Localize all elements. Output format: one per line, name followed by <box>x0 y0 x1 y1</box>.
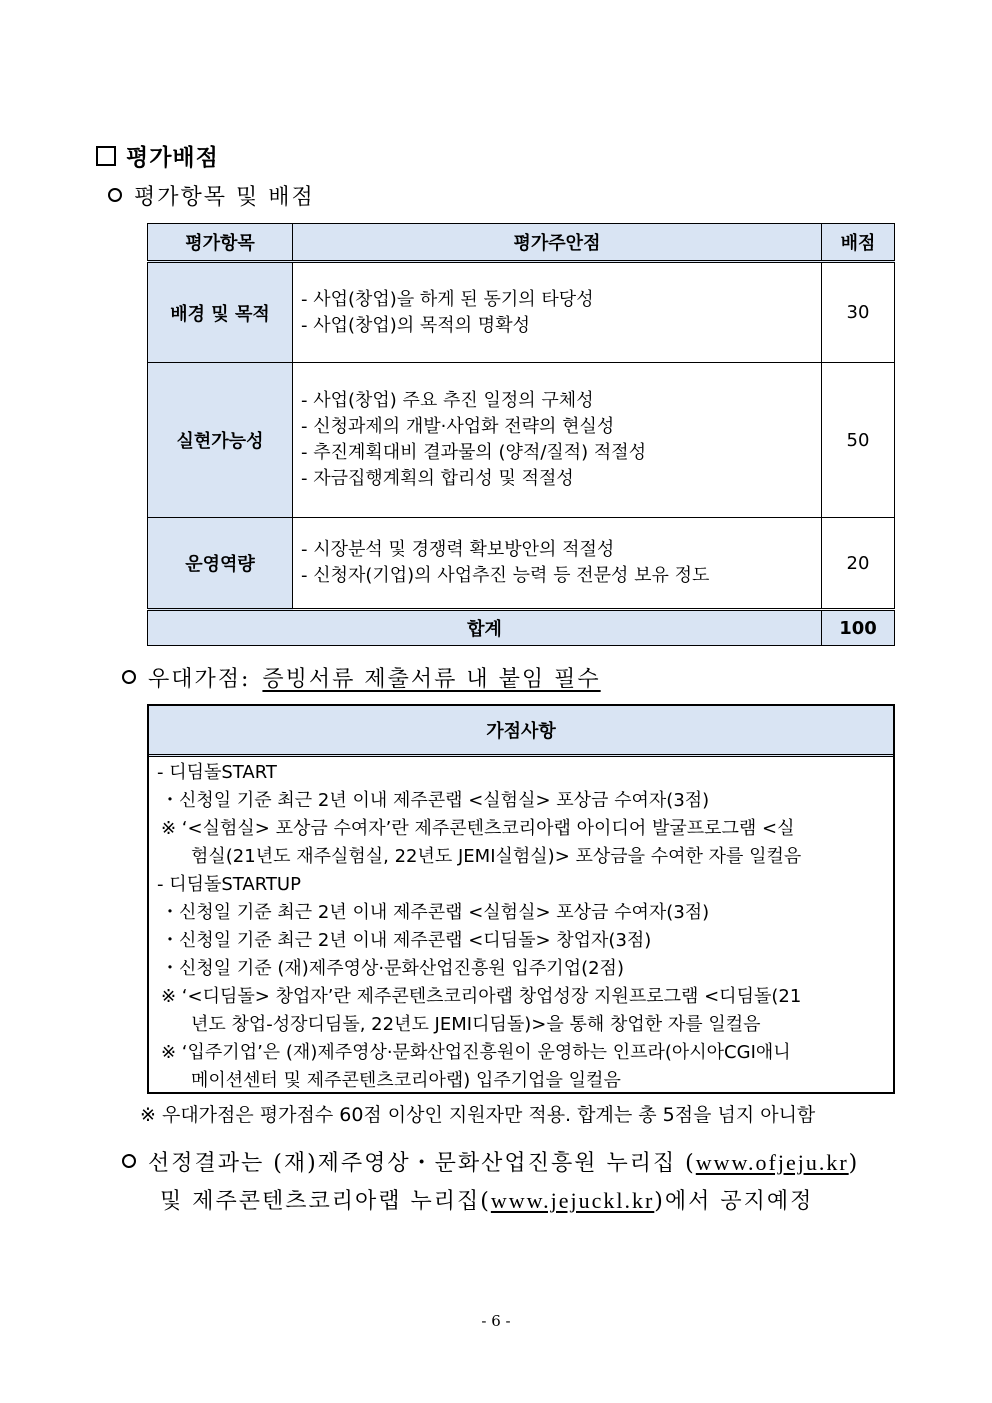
subheading-bonus <box>122 662 601 693</box>
table-row <box>148 363 895 518</box>
subheading-evaluation-text: 평가항목 및 배점 <box>134 185 315 210</box>
jejuckl-link[interactable]: www.jejuckl.kr <box>490 1188 655 1213</box>
result-notice-text2 <box>160 1184 813 1215</box>
bonus-line: 메이션센터 및 제주콘텐츠코리아랩) 입주기업을 일컬음 <box>191 1070 621 1091</box>
bonus-line: ・신청일 기준 최근 2년 이내 제주콘랩 <디딤돌> 창업자(3점) <box>161 930 652 951</box>
header-criteria: 평가주안점 <box>293 224 822 262</box>
ofjeju-link[interactable]: www.ofjeju.kr <box>695 1150 849 1175</box>
criteria-line: - 신청자(기업)의 사업추진 능력 등 전문성 보유 정도 <box>301 565 710 586</box>
result-notice-part4: )에서 공지예정 <box>654 1189 814 1214</box>
circle-bullet-icon <box>108 188 122 202</box>
criteria-line: - 사업(창업) 주요 추진 일정의 구체성 <box>301 390 594 411</box>
header-points: 배점 <box>822 224 895 262</box>
section-title-text: 평가배점 <box>126 144 219 171</box>
result-notice-line1 <box>122 1146 859 1177</box>
result-notice-part1: 선정결과는 (재)제주영상・문화산업진흥원 누리집 ( <box>148 1151 696 1176</box>
bonus-header: 가점사항 <box>149 706 893 757</box>
subheading-evaluation <box>108 180 315 211</box>
section-title <box>96 139 219 172</box>
circle-bullet-icon <box>122 670 136 684</box>
bonus-line: ※ ‘<디딤돌> 창업자’란 제주콘텐츠코리아랩 창업성장 지원프로그램 <디딤돌(21 <box>161 986 802 1007</box>
bonus-line: ※ ‘입주기업’은 (재)제주영상·문화산업진흥원이 운영하는 인프라(아시아CGI애니 <box>161 1042 791 1063</box>
bonus-line: ※ ‘<실험실> 포상금 수여자’란 제주콘텐츠코리아랩 아이디어 발굴프로그램 <실 <box>161 818 795 839</box>
header-category: 평가항목 <box>148 224 293 262</box>
bonus-line: - 디딤돌STARTUP <box>157 874 301 895</box>
points-cell: 30 <box>822 262 895 363</box>
checkbox-icon <box>96 146 116 166</box>
bonus-box <box>147 704 895 1094</box>
subheading-bonus-prefix: 우대가점: <box>148 667 251 692</box>
total-row <box>148 610 895 646</box>
table-row <box>148 262 895 363</box>
score-table-header <box>148 224 895 262</box>
result-notice-text1 <box>148 1146 859 1177</box>
bonus-line: - 디딤돌START <box>157 762 277 783</box>
category-cell: 실현가능성 <box>148 363 293 518</box>
circle-bullet-icon <box>122 1154 136 1168</box>
total-label: 합계 <box>148 610 822 646</box>
category-cell: 운영역량 <box>148 518 293 610</box>
subheading-bonus-underlined: 증빙서류 제출서류 내 붙임 필수 <box>262 667 601 692</box>
bonus-line: 년도 창업-성장디딤돌, 22년도 JEMI디딤돌)>을 통해 창업한 자를 일컬음 <box>191 1014 761 1035</box>
table-row <box>148 518 895 610</box>
bonus-line: 험실(21년도 재주실험실, 22년도 JEMI실험실)> 포상금을 수여한 자를 일컬음 <box>191 846 802 867</box>
criteria-cell <box>293 262 822 363</box>
result-notice-part2: ) <box>848 1151 860 1176</box>
bonus-line: ・신청일 기준 최근 2년 이내 제주콘랩 <실험실> 포상금 수여자(3점) <box>161 790 710 811</box>
criteria-line: - 신청과제의 개발·사업화 전략의 현실성 <box>301 416 615 437</box>
criteria-line: - 시장분석 및 경쟁력 확보방안의 적절성 <box>301 539 615 560</box>
criteria-line: - 추진계획대비 결과물의 (양적/질적) 적절성 <box>301 442 647 463</box>
points-cell: 20 <box>822 518 895 610</box>
result-notice-line2 <box>160 1184 813 1215</box>
category-cell: 배경 및 목적 <box>148 262 293 363</box>
bonus-line: ・신청일 기준 최근 2년 이내 제주콘랩 <실험실> 포상금 수여자(3점) <box>161 902 710 923</box>
total-points: 100 <box>822 610 895 646</box>
criteria-line: - 사업(창업)을 하게 된 동기의 타당성 <box>301 288 594 310</box>
criteria-cell <box>293 363 822 518</box>
criteria-cell <box>293 518 822 610</box>
criteria-line: - 자금집행계획의 합리성 및 적절성 <box>301 468 574 489</box>
result-notice-part3: 및 제주콘텐츠코리아랩 누리집( <box>160 1189 491 1214</box>
points-cell: 50 <box>822 363 895 518</box>
bonus-line: ・신청일 기준 (재)제주영상·문화산업진흥원 입주기업(2점) <box>161 958 624 979</box>
bonus-body <box>149 757 893 1095</box>
page-number: - 6 - <box>481 1312 511 1330</box>
score-table <box>147 223 895 646</box>
bonus-note: ※ 우대가점은 평가점수 60점 이상인 지원자만 적용. 합계는 총 5점을 넘지 아니함 <box>140 1104 816 1126</box>
criteria-line: - 사업(창업)의 목적의 명확성 <box>301 314 530 336</box>
